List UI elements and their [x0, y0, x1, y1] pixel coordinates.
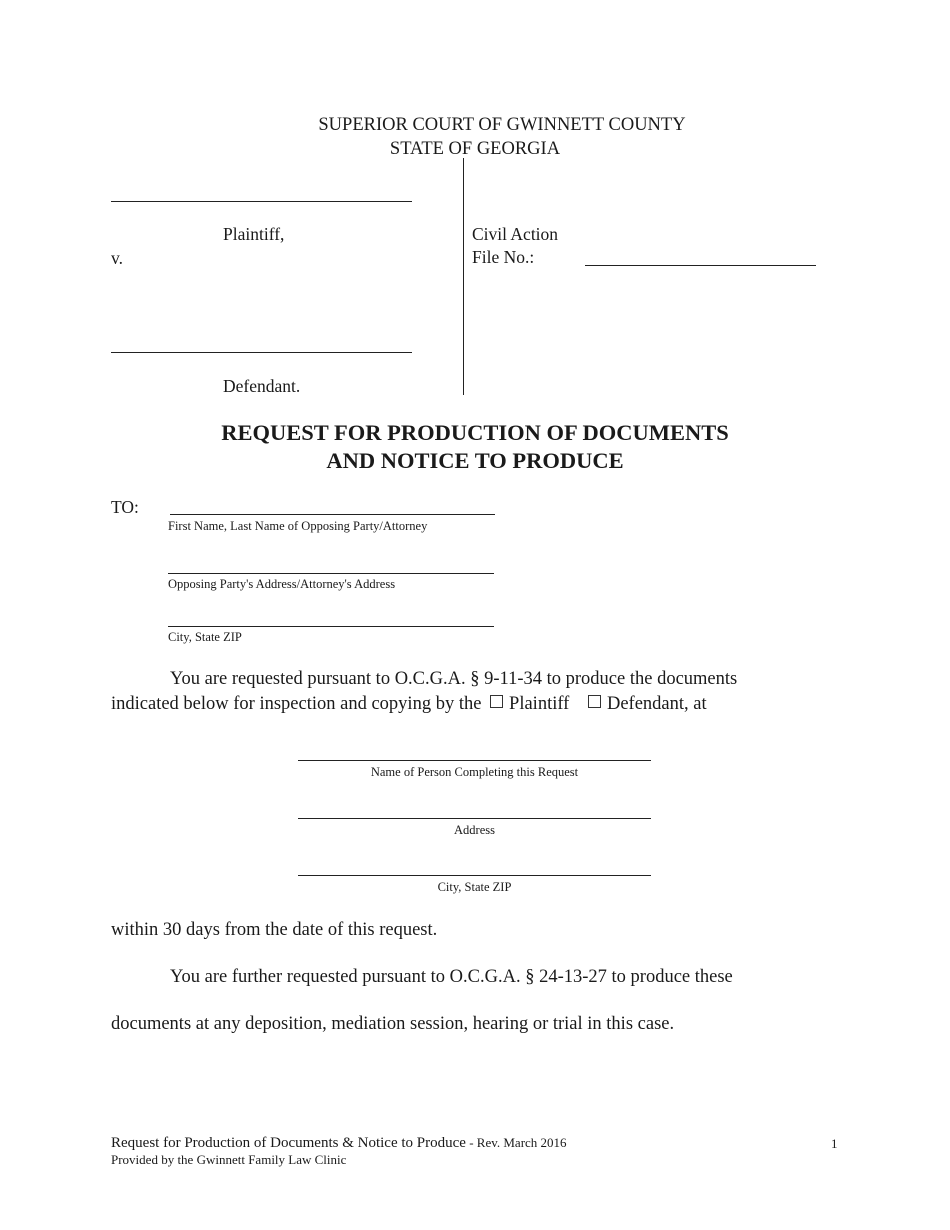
- file-number-line[interactable]: [585, 265, 816, 266]
- defendant-option-label: Defendant, at: [606, 694, 707, 714]
- requester-name-caption: Name of Person Completing this Request: [370, 765, 579, 779]
- civil-action-label: Civil Action: [472, 224, 559, 244]
- footer-revision: - Rev. March 2016: [465, 1135, 567, 1150]
- state-name: STATE OF GEORGIA: [389, 139, 561, 159]
- further-request-line1: You are further requested pursuant to O.C.G.A. § 24-13-27 to produce these: [170, 967, 733, 987]
- request-paragraph-line1: You are requested pursuant to O.C.G.A. § 9-11-34 to produce the documents: [170, 669, 738, 689]
- requester-city-line[interactable]: [298, 875, 651, 876]
- caption-divider: [463, 158, 464, 395]
- versus-label: v.: [111, 248, 123, 268]
- opposing-address-line[interactable]: [168, 573, 494, 574]
- footer-title-text: Request for Production of Documents & Notice to Produce: [111, 1135, 466, 1151]
- defendant-label: Defendant.: [223, 376, 301, 396]
- opposing-name-caption: First Name, Last Name of Opposing Party/Attorney: [168, 519, 428, 533]
- request-paragraph-line2: [111, 695, 707, 714]
- document-title-line2: AND NOTICE TO PRODUCE: [326, 448, 624, 473]
- opposing-city-caption: City, State ZIP: [168, 630, 242, 644]
- plaintiff-name-line[interactable]: [111, 201, 412, 202]
- defendant-checkbox[interactable]: [588, 695, 601, 708]
- further-request-line2: documents at any deposition, mediation session, hearing or trial in this case.: [111, 1014, 675, 1034]
- requester-city-caption: City, State ZIP: [437, 880, 512, 894]
- request-paragraph-line2-text: indicated below for inspection and copying by the: [111, 694, 482, 714]
- footer-provider: Provided by the Gwinnett Family Law Clinic: [111, 1152, 347, 1167]
- defendant-name-line[interactable]: [111, 352, 412, 353]
- to-label: TO:: [111, 497, 139, 517]
- requester-address-line[interactable]: [298, 818, 651, 819]
- plaintiff-option-label: Plaintiff: [509, 694, 570, 714]
- page-number: 1: [831, 1136, 838, 1151]
- court-name: SUPERIOR COURT OF GWINNETT COUNTY: [318, 115, 686, 135]
- opposing-city-line[interactable]: [168, 626, 494, 627]
- file-no-label: File No.:: [472, 247, 535, 267]
- footer-form-title: [111, 1135, 567, 1151]
- plaintiff-label: Plaintiff,: [223, 224, 285, 244]
- opposing-address-caption: Opposing Party's Address/Attorney's Address: [168, 577, 396, 591]
- requester-address-caption: Address: [454, 823, 495, 837]
- opposing-name-line[interactable]: [170, 514, 495, 515]
- deadline-text: within 30 days from the date of this request.: [111, 920, 438, 940]
- document-title-line1: REQUEST FOR PRODUCTION OF DOCUMENTS: [221, 420, 729, 445]
- requester-name-line[interactable]: [298, 760, 651, 761]
- plaintiff-checkbox[interactable]: [490, 695, 503, 708]
